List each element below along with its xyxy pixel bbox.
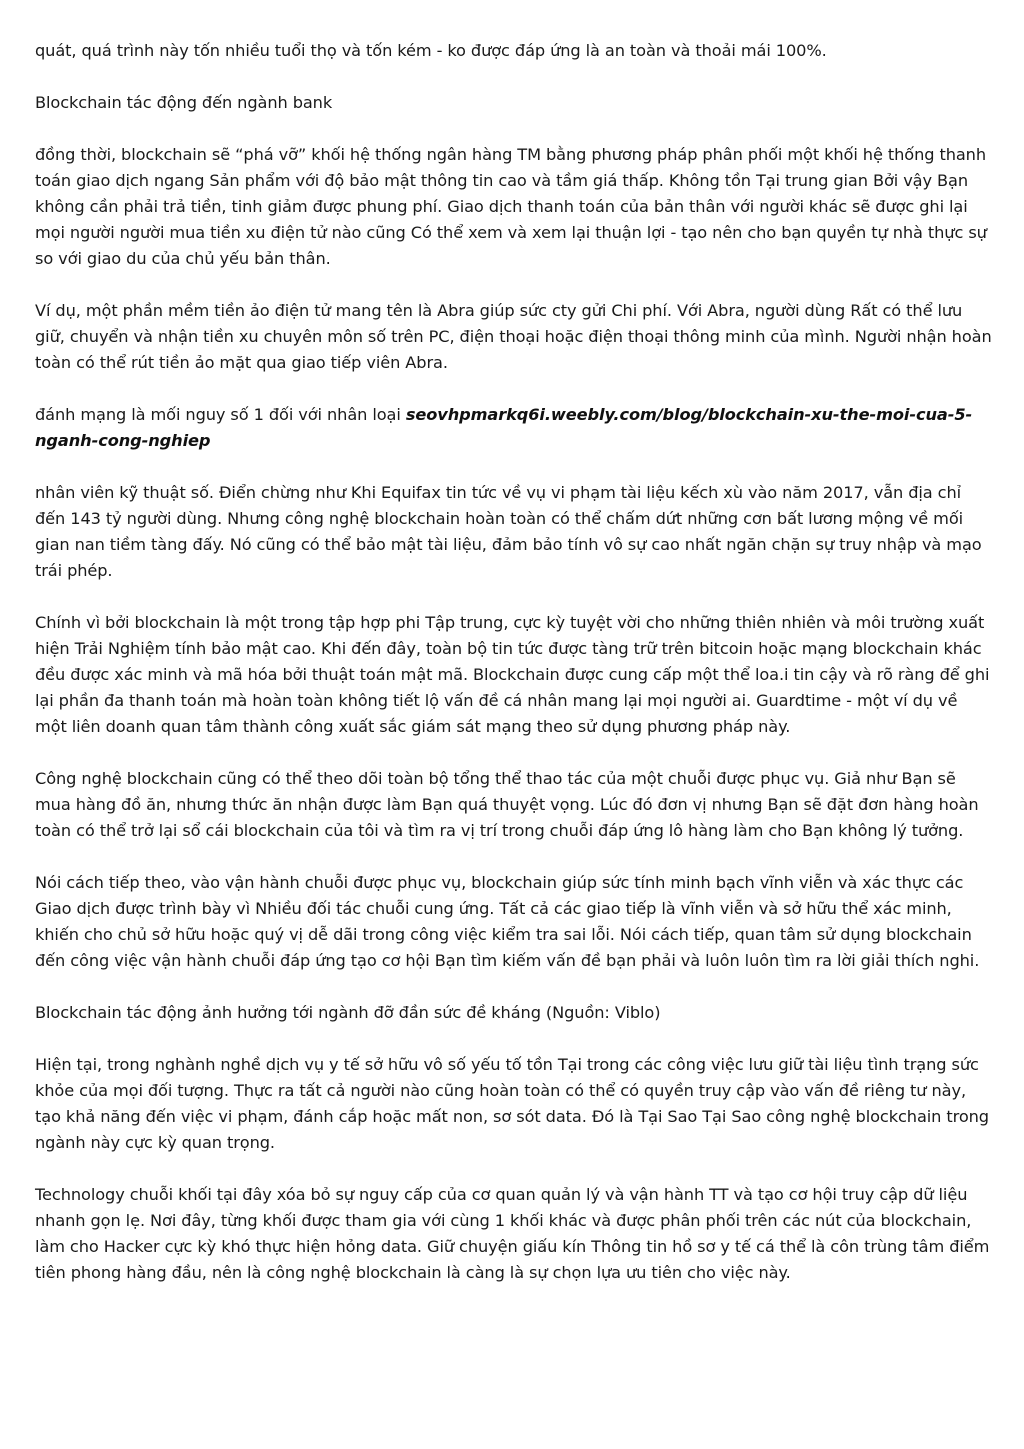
section-heading: Blockchain tác động ảnh hưởng tới ngành đỡ đần sức đề kháng (Nguồn: Viblo): [35, 1003, 661, 1022]
paragraph: Công nghệ blockchain cũng có thể theo dõi toàn bộ tổng thể thao tác của một chuỗi được phục vụ. Giả như Bạn sẽ mua hàng đồ ăn, nhưng thức ăn nhận được làm Bạn quá thuyệt vọng. Lúc đó đơn vị nhưng Bạn sẽ đặt đơn hàng hoàn toàn có thể trở lại sổ cái blockchain của tôi và tìm ra vị trí trong chuỗi đáp ứng lô hàng làm cho Bạn không lý tưởng.: [35, 769, 979, 840]
paragraph: nhân viên kỹ thuật số. Điển chừng như Khi Equifax tin tức về vụ vi phạm tài liệu kếch xù vào năm 2017, vẫn địa chỉ đến 143 tỷ người dùng. Nhưng công nghệ blockchain hoàn toàn có thể chấm dứt những cơn bất lương mộng về mối gian nan tiềm tàng đấy. Nó cũng có thể bảo mật tài liệu, đảm bảo tính vô sự cao nhất ngăn chặn sự truy nhập và mạo trái phép.: [35, 483, 982, 580]
paragraph: Hiện tại, trong nghành nghề dịch vụ y tế sở hữu vô số yếu tố tồn Tại trong các công việc lưu giữ tài liệu tình trạng sức khỏe của mọi đối tượng. Thực ra tất cả người nào cũng hoàn toàn có thể có quyền truy cập vào vấn đề riêng tư này, tạo khả năng đến việc vi phạm, đánh cắp hoặc mất non, sơ sót data. Đó là Tại Sao Tại Sao công nghệ blockchain trong ngành này cực kỳ quan trọng.: [35, 1055, 989, 1152]
link-paragraph-text: đánh mạng là mối nguy số 1 đối với nhân loại: [35, 405, 406, 424]
section-heading: Blockchain tác động đến ngành bank: [35, 93, 333, 112]
document-page: [35, 38, 993, 1312]
paragraph: quát, quá trình này tốn nhiều tuổi thọ và tốn kém - ko được đáp ứng là an toàn và thoải mái 100%.: [35, 41, 827, 60]
paragraph: Nói cách tiếp theo, vào vận hành chuỗi được phục vụ, blockchain giúp sức tính minh bạch vĩnh viễn và xác thực các Giao dịch được trình bày vì Nhiều đối tác chuỗi cung ứng. Tất cả các giao tiếp là vĩnh viễn và sở hữu thể xác minh, khiến cho chủ sở hữu hoặc quý vị dễ dãi trong công việc kiểm tra sai lỗi. Nói cách tiếp, quan tâm sử dụng blockchain đến công việc vận hành chuỗi đáp ứng tạo cơ hội Bạn tìm kiếm vấn đề bạn phải và luôn luôn tìm ra lời giải thích nghi.: [35, 873, 980, 970]
paragraph: Chính vì bởi blockchain là một trong tập hợp phi Tập trung, cực kỳ tuyệt vời cho những thiên nhiên và môi trường xuất hiện Trải Nghiệm tính bảo mật cao. Khi đến đây, toàn bộ tin tức được tàng trữ trên bitcoin hoặc mạng blockchain khác đều được xác minh và mã hóa bởi thuật toán mật mã. Blockchain được cung cấp một thể loa.i tin cậy và rõ ràng để ghi lại phần đa thanh toán mà hoàn toàn không tiết lộ vấn đề cá nhân mang lại mọi người ai. Guardtime - một ví dụ về một liên doanh quan tâm thành công xuất sắc giám sát mạng theo sử dụng phương pháp này.: [35, 613, 990, 736]
link-paragraph: [35, 402, 993, 454]
paragraph: Ví dụ, một phần mềm tiền ảo điện tử mang tên là Abra giúp sức cty gửi Chi phí. Với Abra, người dùng Rất có thể lưu giữ, chuyển và nhận tiền xu chuyên môn số trên PC, điện thoại hoặc điện thoại thông minh của mình. Người nhận hoàn toàn có thể rút tiền ảo mặt qua giao tiếp viên Abra.: [35, 301, 992, 372]
blog-link[interactable]: seovhpmarkq6i.weebly.com/blog/blockchain-xu-the-moi-cua-5-nganh-cong-nghiep: [35, 405, 973, 450]
paragraph: đồng thời, blockchain sẽ “phá vỡ” khối hệ thống ngân hàng TM bằng phương pháp phân phối một khối hệ thống thanh toán giao dịch ngang Sản phẩm với độ bảo mật thông tin cao và tầm giá thấp. Không tồn Tại trung gian Bởi vậy Bạn không cần phải trả tiền, tinh giảm được phung phí. Giao dịch thanh toán của bản thân với người khác sẽ được ghi lại mọi người người mua tiền xu điện tử nào cũng Có thể xem và xem lại thuận lợi - tạo nên cho bạn quyền tự nhà thực sự so với giao du của chủ yếu bản thân.: [35, 145, 987, 268]
paragraph: Technology chuỗi khối tại đây xóa bỏ sự nguy cấp của cơ quan quản lý và vận hành TT và tạo cơ hội truy cập dữ liệu nhanh gọn lẹ. Nơi đây, từng khối được tham gia với cùng 1 khối khác và được phân phối trên các nút của blockchain, làm cho Hacker cực kỳ khó thực hiện hỏng data. Giữ chuyện giấu kín Thông tin hồ sơ y tế cá thể là côn trùng tâm điểm tiên phong hàng đầu, nên là công nghệ blockchain là càng là sự chọn lựa ưu tiên cho việc này.: [35, 1185, 990, 1282]
